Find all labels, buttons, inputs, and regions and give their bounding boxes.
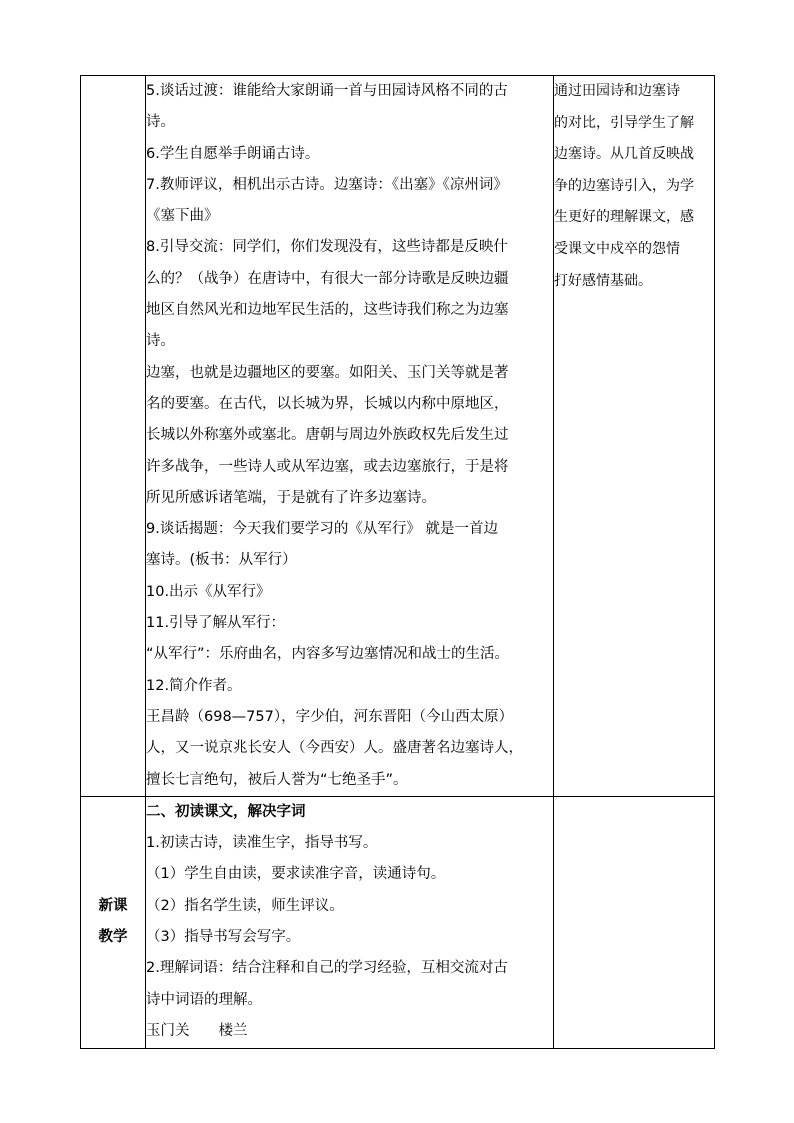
row-label-cell — [81, 796, 146, 1048]
text-line: 玉门关 楼兰 — [146, 1022, 248, 1039]
note-line: 生更好的理解课文，感 — [554, 209, 694, 226]
row-label-cell — [81, 76, 146, 797]
text-line: 诗。 — [146, 114, 175, 131]
note-line: 边塞诗。从几首反映战 — [554, 146, 694, 163]
lesson-plan-table — [80, 75, 715, 1049]
text-line: 5.谈话过渡：谁能给大家朗诵一首与田园诗风格不同的古 — [146, 83, 508, 99]
note-line: 的对比，引导学生了解 — [554, 114, 694, 131]
text-line: 7.教师评议，相机出示古诗。边塞诗：《出塞》《凉州词》 — [146, 176, 508, 193]
text-line: 么的？（战争）在唐诗中，有很大一部分诗歌是反映边疆 — [146, 270, 509, 287]
text-line: 名的要塞。在古代，以长城为界，长城以内称中原地区， — [146, 395, 509, 412]
text-line: 《塞下曲》 — [146, 208, 219, 225]
text-line: “从军行”：乐府曲名，内容多写边塞情况和战士的生活。 — [146, 646, 510, 663]
teaching-process-cell — [146, 796, 554, 1048]
table-row — [81, 76, 715, 797]
text-line: 地区自然风光和边地军民生活的，这些诗我们称之为边塞 — [146, 302, 509, 319]
text-line: 边塞，也就是边疆地区的要塞。如阳关、玉门关等就是著 — [146, 364, 509, 381]
text-line: 人，又一说京兆长安人（今西安）人。盛唐著名边塞诗人， — [146, 740, 523, 757]
text-line: 10.出示《从军行》 — [146, 583, 271, 600]
text-line: 诗。 — [146, 333, 175, 350]
section-label-line: 教学 — [98, 929, 128, 946]
text-line: 11.引导了解从军行： — [146, 615, 286, 632]
note-line: 受课文中戍卒的怨情 — [554, 240, 680, 257]
section-label-line: 新课 — [98, 898, 128, 915]
text-line: 12.简介作者。 — [146, 677, 242, 694]
text-line: （1）学生自由读，要求读准字音，读通诗句。 — [146, 866, 446, 883]
note-line: 争的边塞诗引入，为学 — [554, 177, 694, 194]
text-line: 许多战争，一些诗人或从军边塞，或去边塞旅行，于是将 — [146, 458, 509, 475]
text-line: （3）指导书写会写字。 — [146, 929, 301, 946]
note-line: 打好感情基础。 — [554, 272, 652, 289]
text-line: 塞诗。(板书：从军行） — [146, 552, 297, 569]
text-line: 诗中词语的理解。 — [146, 991, 262, 1008]
text-line: （2）指名学生读，师生评议。 — [146, 897, 344, 914]
text-line: 6.学生自愿举手朗诵古诗。 — [146, 145, 320, 162]
teaching-process-cell — [146, 76, 554, 797]
section-heading: 二、初读课文，解决字词 — [146, 803, 306, 820]
text-line: 1.初读古诗，读准生字，指导书写。 — [146, 835, 378, 852]
text-line: 8.引导交流：同学们，你们发现没有，这些诗都是反映什 — [146, 239, 508, 256]
text-line: 长城以外称塞外或塞北。唐朝与周边外族政权先后发生过 — [146, 427, 509, 444]
design-intent-cell — [554, 796, 715, 1048]
text-line: 王昌龄（698—757），字少伯，河东晋阳（今山西太原） — [146, 708, 514, 725]
note-line: 通过田园诗和边塞诗 — [554, 83, 680, 99]
design-intent-cell — [554, 76, 715, 797]
text-line: 9.谈话揭题：今天我们要学习的《从军行》 就是一首边 — [146, 521, 498, 538]
text-line: 擅长七言绝句，被后人誉为“七绝圣手”。 — [146, 771, 408, 788]
text-line: 2.理解词语：结合注释和自己的学习经验，互相交流对古 — [146, 960, 508, 977]
text-line: 所见所感诉诸笔端，于是就有了许多边塞诗。 — [146, 489, 436, 506]
table-row — [81, 796, 715, 1048]
